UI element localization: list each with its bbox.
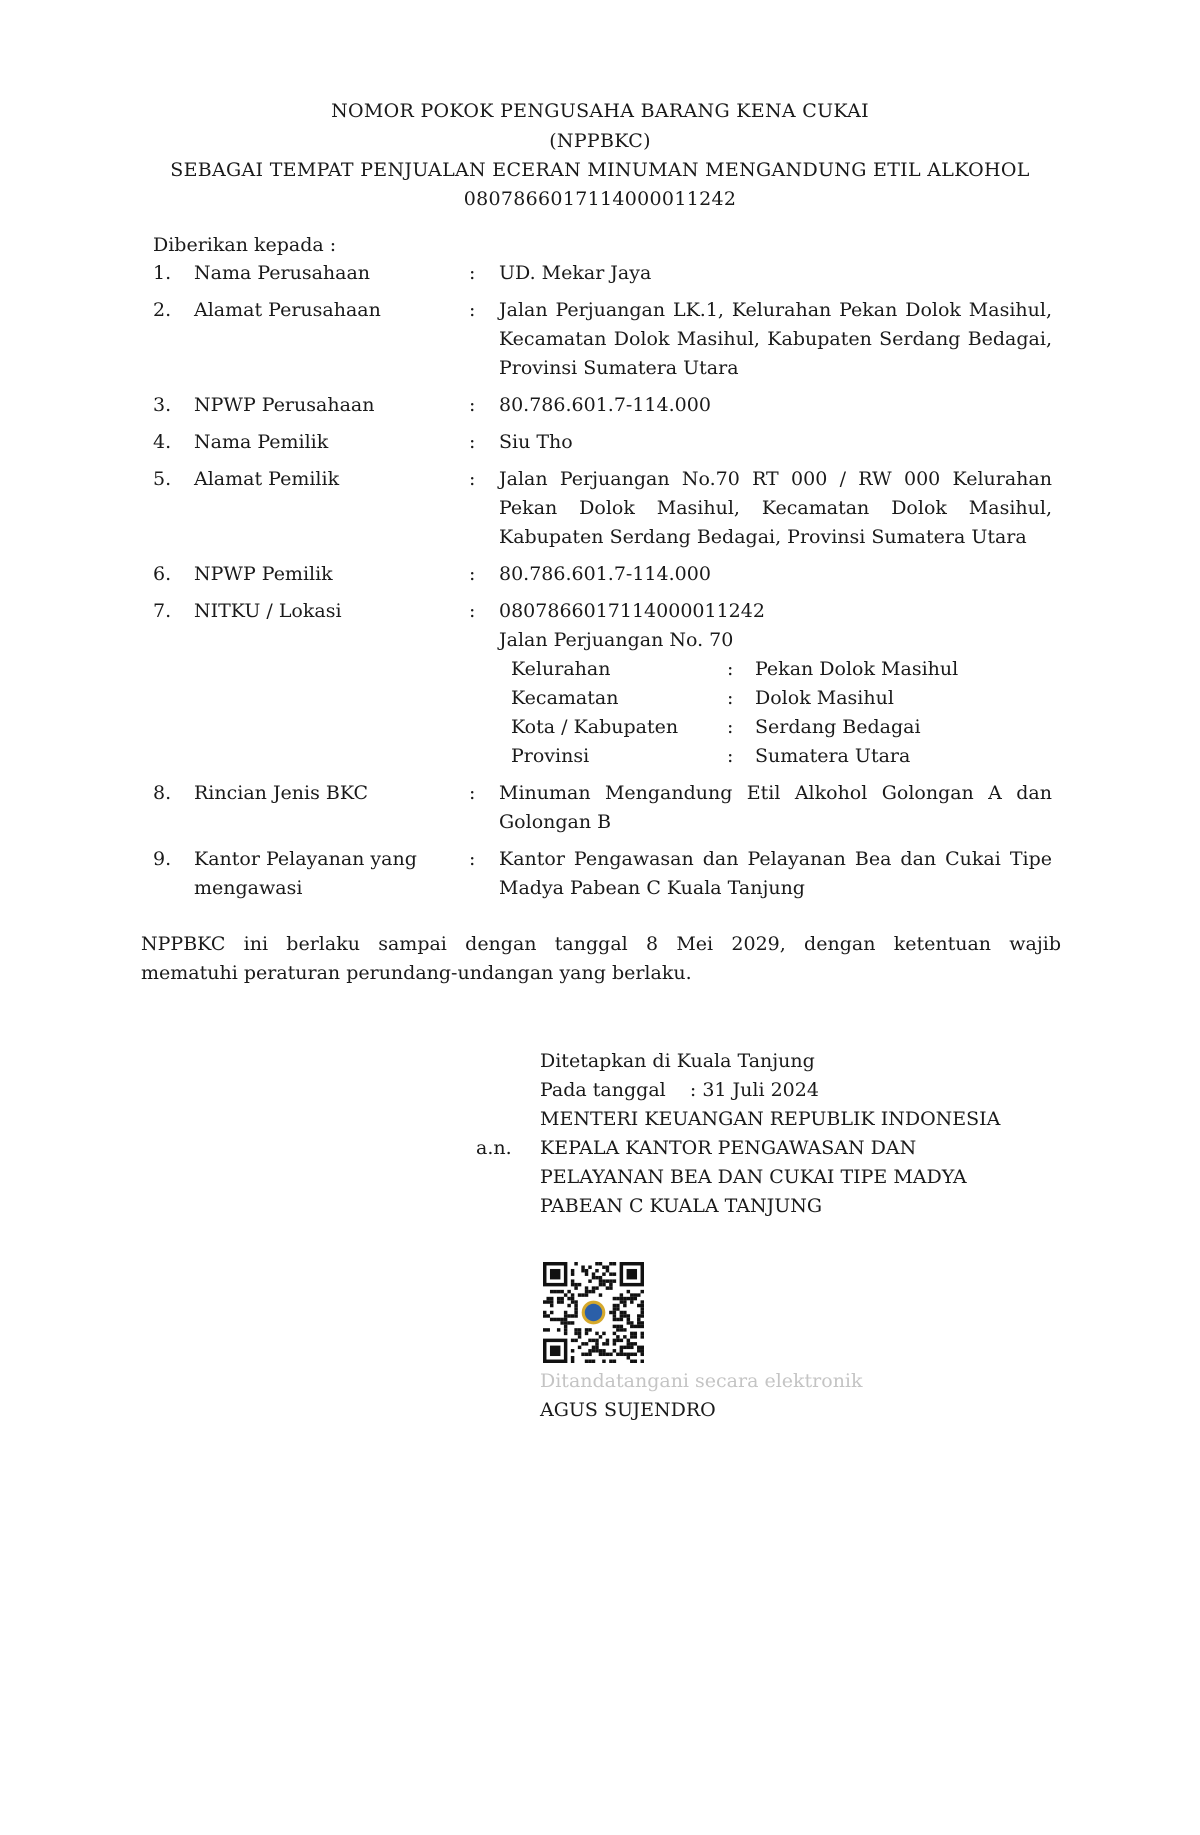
row-number: 5. [153, 468, 172, 490]
location-key: Provinsi [511, 745, 590, 767]
sign-date: Pada tanggal : 31 Juli 2024 [540, 1079, 819, 1101]
signature-block [540, 1047, 1040, 1221]
row-colon: : [469, 563, 476, 585]
row-value [499, 391, 1052, 420]
row-label: Alamat Pemilik [194, 468, 340, 490]
location-key: Kota / Kabupaten [511, 716, 679, 738]
nitku-code: 0807866017114000011242 [499, 600, 765, 622]
title-number: 0807866017114000011242 [463, 188, 737, 210]
title-line-2: (NPPBKC) [549, 130, 651, 152]
row-colon: : [469, 600, 476, 622]
detail-row [153, 296, 1053, 383]
detail-row [153, 560, 1053, 589]
sign-place: Ditetapkan di Kuala Tanjung [540, 1050, 815, 1072]
row-value-text: Kantor Pengawasan dan Pelayanan Bea dan Cukai Tipe Madya Pabean C Kuala Tanjung [499, 848, 1052, 899]
location-detail [511, 742, 1052, 771]
row-value-text: Jalan Perjuangan No.70 RT 000 / RW 000 Kelurahan Pekan Dolok Masihul, Kecamatan Dolok Masihul, Kabupaten Serdang Bedagai, Provinsi Sumatera Utara [499, 468, 1052, 548]
validity-statement [141, 930, 1061, 988]
row-label: NPWP Perusahaan [194, 394, 375, 416]
location-value: Dolok Masihul [755, 687, 894, 709]
sign-minister: MENTERI KEUANGAN REPUBLIK INDONESIA [540, 1108, 1001, 1130]
detail-row [153, 391, 1053, 420]
row-value [499, 845, 1052, 903]
sign-office-3: PABEAN C KUALA TANJUNG [540, 1195, 823, 1217]
row-colon: : [469, 394, 476, 416]
location-colon: : [727, 745, 734, 767]
location-colon: : [727, 716, 734, 738]
location-colon: : [727, 658, 734, 680]
row-value-text: Siu Tho [499, 431, 573, 453]
location-value: Pekan Dolok Masihul [755, 658, 959, 680]
location-colon: : [727, 687, 734, 709]
row-colon: : [469, 782, 476, 804]
row-label: Rincian Jenis BKC [194, 782, 369, 804]
row-colon: : [469, 848, 476, 870]
row-number: 7. [153, 600, 172, 622]
row-label: Alamat Perusahaan [194, 299, 381, 321]
detail-row [153, 259, 1053, 288]
row-value [499, 428, 1052, 457]
signer-name: AGUS SUJENDRO [540, 1399, 716, 1421]
row-label: Nama Perusahaan [194, 262, 371, 284]
row-value [499, 296, 1052, 383]
row-label: Nama Pemilik [194, 431, 329, 453]
location-detail [511, 713, 1052, 742]
detail-list [153, 259, 1053, 911]
row-colon: : [469, 262, 476, 284]
row-value [499, 259, 1052, 288]
detail-row [153, 465, 1053, 552]
detail-row [153, 428, 1053, 457]
row-number: 3. [153, 394, 172, 416]
location-value: Serdang Bedagai [755, 716, 921, 738]
row-colon: : [469, 299, 476, 321]
row-value [499, 597, 1052, 771]
location-detail [511, 684, 1052, 713]
location-key: Kelurahan [511, 658, 611, 680]
row-label: NPWP Pemilik [194, 563, 333, 585]
detail-row [153, 845, 1053, 903]
row-label: Kantor Pelayanan yang mengawasi [194, 848, 417, 899]
row-value [499, 465, 1052, 552]
row-number: 9. [153, 848, 172, 870]
row-number: 4. [153, 431, 172, 453]
title-line-1: NOMOR POKOK PENGUSAHA BARANG KENA CUKAI [331, 100, 869, 122]
row-label: NITKU / Lokasi [194, 600, 342, 622]
detail-row-nitku [153, 597, 1053, 771]
row-number: 6. [153, 563, 172, 585]
sign-office-1: KEPALA KANTOR PENGAWASAN DAN [540, 1137, 917, 1159]
row-colon: : [469, 431, 476, 453]
row-value [499, 560, 1052, 589]
qr-code-icon [543, 1262, 644, 1363]
row-colon: : [469, 468, 476, 490]
title-line-3: SEBAGAI TEMPAT PENJUALAN ECERAN MINUMAN MENGANDUNG ETIL ALKOHOL [170, 159, 1030, 181]
row-value-text: Jalan Perjuangan LK.1, Kelurahan Pekan Dolok Masihul, Kecamatan Dolok Masihul, Kabupaten Serdang Bedagai, Provinsi Sumatera Utara [499, 299, 1052, 379]
row-number: 1. [153, 262, 172, 284]
detail-row [153, 779, 1053, 837]
validity-line-1: NPPBKC ini berlaku sampai dengan tanggal 8 Mei 2029, dengan ketentuan wajib [141, 933, 1061, 955]
row-value [499, 779, 1052, 837]
row-value-text: 80.786.601.7-114.000 [499, 563, 711, 585]
location-value: Sumatera Utara [755, 745, 911, 767]
location-key: Kecamatan [511, 687, 619, 709]
validity-line-2: mematuhi peraturan perundang-undangan yang berlaku. [141, 962, 692, 984]
row-value-text: 80.786.601.7-114.000 [499, 394, 711, 416]
sign-office-2: PELAYANAN BEA DAN CUKAI TIPE MADYA [540, 1166, 967, 1188]
nitku-street: Jalan Perjuangan No. 70 [499, 629, 734, 651]
intro-text: Diberikan kepada : [153, 234, 337, 256]
location-detail [511, 655, 1052, 684]
row-value-text: Minuman Mengandung Etil Alkohol Golongan A dan Golongan B [499, 782, 1052, 833]
row-value-text: UD. Mekar Jaya [499, 262, 652, 284]
electronic-signature-note: Ditandatangani secara elektronik [540, 1370, 863, 1392]
row-number: 8. [153, 782, 172, 804]
sign-an: a.n. [476, 1137, 512, 1159]
row-number: 2. [153, 299, 172, 321]
